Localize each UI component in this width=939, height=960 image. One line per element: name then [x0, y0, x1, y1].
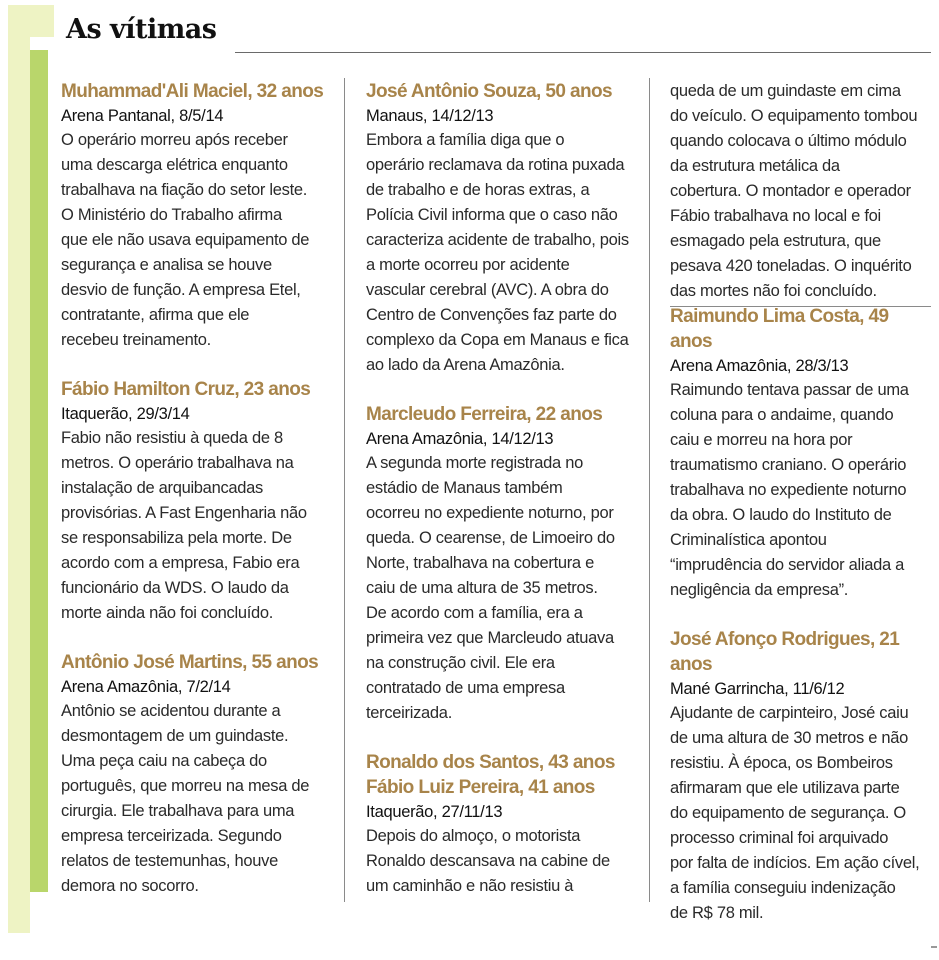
page-title: As vítimas — [66, 14, 217, 45]
victim-location-date: Arena Amazônia, 14/12/13 — [366, 430, 554, 448]
corner-mark — [931, 946, 937, 948]
victim-name: Ronaldo dos Santos, 43 anos — [366, 752, 615, 773]
victim-description: Antônio se acidentou durante a desmontagem de um guindaste. Uma peça caiu na cabeça do português, que morreu na mesa de cirurgia. Ele trabalhava para uma empresa terceirizada. Segundo relatos de testemunhas, houve demora no socorro. — [61, 702, 310, 895]
decorative-frame-left — [8, 5, 30, 933]
victim-location-date: Arena Pantanal, 8/5/14 — [61, 107, 224, 125]
victim-name: José Afonço Rodrigues, 21 anos — [670, 629, 900, 675]
victim-name: José Antônio Souza, 50 anos — [366, 81, 612, 102]
victim-name: Fábio Hamilton Cruz, 23 anos — [61, 379, 311, 400]
victim-location-date: Manaus, 14/12/13 — [366, 107, 494, 125]
accent-bar — [30, 50, 48, 892]
title-divider — [235, 52, 931, 53]
column-1 — [61, 79, 326, 923]
victim-name: Marcleudo Ferreira, 22 anos — [366, 404, 603, 425]
column-3 — [670, 79, 935, 950]
victim-entry — [61, 650, 326, 899]
victim-name: Muhammad'Ali Maciel, 32 anos — [61, 81, 324, 102]
victim-description: Raimundo tentava passar de uma coluna para o andaime, quando caiu e morreu na hora por traumatismo craniano. O operário trabalhava no expediente noturno da obra. O laudo do Instituto de Criminalística apontou “imprudência do servidor aliada a negligência da empresa”. — [670, 381, 909, 599]
victim-entry — [366, 79, 631, 378]
victim-location-date: Mané Garrincha, 11/6/12 — [670, 680, 845, 698]
victim-entry — [670, 627, 935, 926]
victim-description: Embora a família diga que o operário reclamava da rotina puxada de trabalho e de horas extras, a Polícia Civil informa que o caso não caracteriza acidente de trabalho, pois a morte ocorreu por acidente vascular cerebral (AVC). A obra do Centro de Convenções faz parte do complexo da Copa em Manaus e fica ao lado da Arena Amazônia. — [366, 131, 629, 374]
column-divider-2 — [649, 78, 650, 902]
victim-name: Antônio José Martins, 55 anos — [61, 652, 319, 673]
victim-entry — [366, 402, 631, 726]
victim-location-date: Itaquerão, 27/11/13 — [366, 803, 503, 821]
victim-description: O operário morreu após receber uma descarga elétrica enquanto trabalhava na fiação do setor leste. O Ministério do Trabalho afirma que ele não usava equipamento de segurança e analisa se houve desvio de função. A empresa Etel, contratante, afirma que ele recebeu treinamento. — [61, 131, 310, 349]
victim-entry — [670, 304, 935, 603]
victim-description: Depois do almoço, o motorista Ronaldo descansava na cabine de um caminhão e não resistiu à — [366, 827, 610, 895]
column-2 — [366, 79, 631, 923]
decorative-frame-top — [8, 5, 54, 37]
victim-location-date: Itaquerão, 29/3/14 — [61, 405, 190, 423]
column-divider-1 — [344, 78, 345, 902]
continued-description: queda de um guindaste em cima do veículo. O equipamento tombou quando colocava o último módulo da estrutura metálica da cobertura. O montador e operador Fábio trabalhava no local e foi esmagado pela estrutura, que pesava 420 toneladas. O inquérito das mortes não foi concluído. — [670, 82, 918, 300]
victim-name-second: Fábio Luiz Pereira, 41 anos — [366, 777, 595, 798]
victim-location-date: Arena Amazônia, 28/3/13 — [670, 357, 849, 375]
victim-location-date: Arena Amazônia, 7/2/14 — [61, 678, 231, 696]
victim-description: A segunda morte registrada no estádio de Manaus também ocorreu no expediente noturno, por queda. O cearense, de Limoeiro do Norte, trabalhava na cobertura e caiu de uma altura de 35 metros. De acordo com a família, era a primeira vez que Marcleudo atuava na construção civil. Ele era contratado de uma empresa terceirizada. — [366, 454, 615, 722]
victim-entry — [61, 377, 326, 626]
victim-entry — [366, 750, 631, 899]
victim-entry — [61, 79, 326, 353]
victim-name: Raimundo Lima Costa, 49 anos — [670, 306, 889, 352]
victim-description: Ajudante de carpinteiro, José caiu de uma altura de 30 metros e não resistiu. À época, os Bombeiros afirmaram que ele utilizava parte do equipamento de segurança. O processo criminal foi arquivado por falta de indícios. Em ação cível, a família conseguiu indenização de R$ 78 mil. — [670, 704, 920, 922]
victim-description: Fabio não resistiu à queda de 8 metros. O operário trabalhava na instalação de arquibancadas provisórias. A Fast Engenharia não se responsabiliza pela morte. De acordo com a empresa, Fabio era funcionário da WDS. O laudo da morte ainda não foi concluído. — [61, 429, 307, 622]
